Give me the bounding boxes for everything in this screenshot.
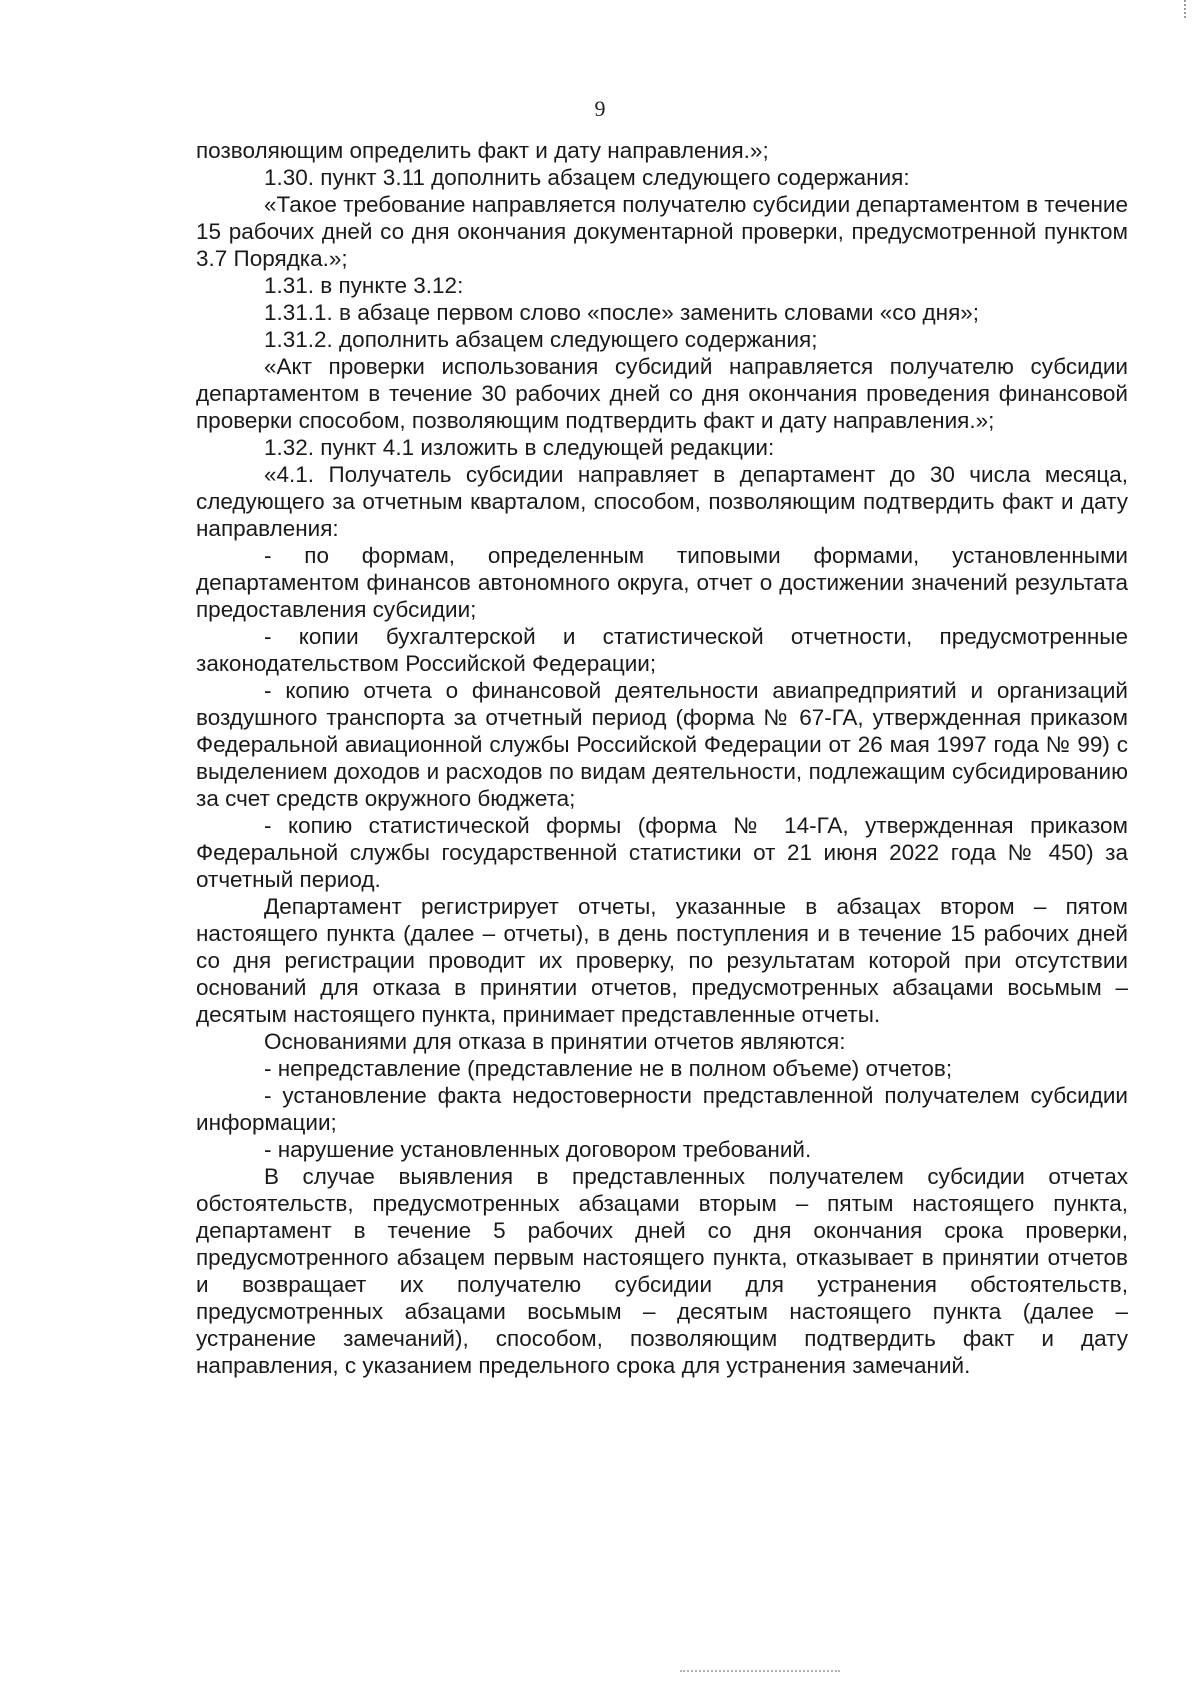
list-item-accounting-copies: - копии бухгалтерской и статистической отчетности, предусмотренные законодательством Российской Федерации; — [196, 624, 1128, 676]
paragraph-continuation: позволяющим определить факт и дату направления.»; — [196, 138, 769, 163]
paragraph-item-1-31-2: 1.31.2. дополнить абзацем следующего содержания; — [264, 327, 818, 352]
scan-corner-mark — [1184, 0, 1200, 18]
paragraph-item-1-31: 1.31. в пункте 3.12: — [264, 273, 464, 298]
list-item-form-67-ga: - копию отчета о финансовой деятельности авиапредприятий и организаций воздушного транспорта за отчетный период (форма № 67-ГА, утвержденная приказом Федеральной авиационной службы Российской Федерации от 26 мая 1997 года № 99) с выделением доходов и расходов по видам деятельности, подлежащим субсидированию за счет средств окружного бюджета; — [196, 678, 1128, 811]
list-item-violation: - нарушение установленных договором требований. — [264, 1137, 812, 1162]
paragraph-item-1-30: 1.30. пункт 3.11 дополнить абзацем следующего содержания: — [264, 165, 910, 190]
document-body — [196, 137, 1128, 1379]
paragraph-quote-3-11: «Такое требование направляется получателю субсидии департаментом в течение 15 рабочих дней со дня окончания документарной проверки, предусмотренной пунктом 3.7 Порядка.»; — [196, 192, 1128, 271]
paragraph-item-1-32: 1.32. пункт 4.1 изложить в следующей редакции: — [264, 435, 775, 460]
list-item-inaccuracy: - установление факта недостоверности представленной получателем субсидии информации; — [196, 1083, 1128, 1135]
list-item-nonsubmission: - непредставление (представление не в полном объеме) отчетов; — [264, 1056, 953, 1081]
paragraph-registration: Департамент регистрирует отчеты, указанные в абзацах втором – пятом настоящего пункта (далее – отчеты), в день поступления и в течение 15 рабочих дней со дня регистрации проводит их проверку, по результатам которой при отсутствии оснований для отказа в принятии отчетов, предусмотренных абзацами восьмым – десятым настоящего пункта, принимает представленные отчеты. — [196, 894, 1128, 1027]
paragraph-quote-act: «Акт проверки использования субсидий направляется получателю субсидии департаментом в течение 30 рабочих дней со дня окончания проведения финансовой проверки способом, позволяющим подтвердить факт и дату направления.»; — [196, 354, 1128, 433]
paragraph-item-1-31-1: 1.31.1. в абзаце первом слово «после» заменить словами «со дня»; — [264, 300, 980, 325]
list-item-report-forms: - по формам, определенным типовыми формами, установленными департаментом финансов автономного округа, отчет о достижении значений результата предоставления субсидии; — [196, 543, 1128, 622]
paragraph-refusal-grounds: Основаниями для отказа в принятии отчетов являются: — [264, 1029, 846, 1054]
scan-artifact-dots — [680, 1670, 840, 1676]
page-number: 9 — [594, 96, 606, 121]
paragraph-return-reports: В случае выявления в представленных получателем субсидии отчетах обстоятельств, предусмотренных абзацами вторым – пятым настоящего пункта, департамент в течение 5 рабочих дней со дня окончания срока проверки, предусмотренного абзацем первым настоящего пункта, отказывает в принятии отчетов и возвращает их получателю субсидии для устранения обстоятельств, предусмотренных абзацами восьмым – десятым настоящего пункта (далее – устранение замечаний), способом, позволяющим подтвердить факт и дату направления, с указанием предельного срока для устранения замечаний. — [196, 1164, 1128, 1378]
list-item-form-14-ga: - копию статистической формы (форма № 14-ГА, утвержденная приказом Федеральной службы государственной статистики от 21 июня 2022 года № 450) за отчетный период. — [196, 813, 1128, 892]
paragraph-quote-4-1: «4.1. Получатель субсидии направляет в департамент до 30 числа месяца, следующего за отчетным кварталом, способом, позволяющим подтвердить факт и дату направления: — [196, 462, 1128, 541]
